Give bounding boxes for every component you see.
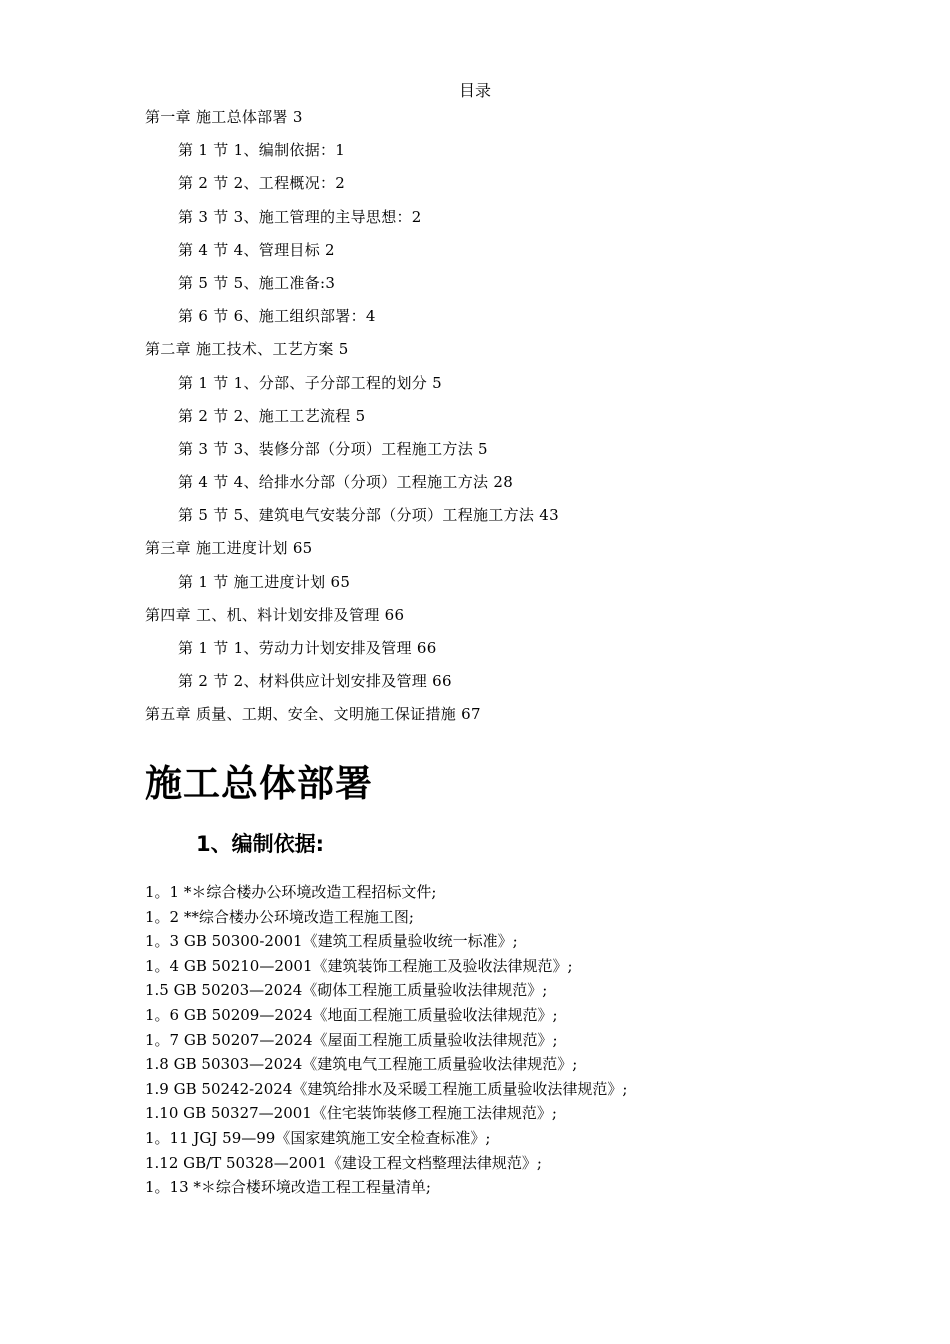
toc-section[interactable]: 第 6 节 6、施工组织部署：4: [178, 307, 376, 326]
toc-section[interactable]: 第 1 节 1、分部、子分部工程的划分 5: [178, 373, 443, 392]
basis-item: 1.8 GB 50303—2024《建筑电气工程施工质量验收法律规范》;: [145, 1055, 578, 1074]
basis-item: 1.12 GB/T 50328—2001《建设工程文档整理法律规范》;: [145, 1153, 542, 1172]
toc-section[interactable]: 第 1 节 1、编制依据：1: [178, 141, 346, 160]
basis-item: 1。4 GB 50210—2001《建筑装饰工程施工及验收法律规范》;: [145, 956, 573, 975]
basis-item: 1。7 GB 50207—2024《屋面工程施工质量验收法律规范》;: [145, 1030, 558, 1049]
basis-item: 1。11 JGJ 59—99《国家建筑施工安全检查标准》;: [145, 1128, 491, 1147]
toc-title: 目录: [458, 81, 491, 100]
toc-section[interactable]: 第 1 节 施工进度计划 65: [178, 572, 351, 591]
basis-item: 1.10 GB 50327—2001《住宅装饰装修工程施工法律规范》;: [145, 1104, 557, 1123]
basis-item: 1。2 **综合楼办公环境改造工程施工图;: [145, 907, 414, 926]
section-heading: 1、编制依据:: [196, 832, 325, 856]
basis-item: 1。6 GB 50209—2024《地面工程施工质量验收法律规范》;: [145, 1005, 558, 1024]
toc-section[interactable]: 第 1 节 1、劳动力计划安排及管理 66: [178, 639, 437, 657]
toc-section[interactable]: 第 2 节 2、材料供应计划安排及管理 66: [178, 672, 452, 691]
toc-chapter[interactable]: 第三章 施工进度计划 65: [145, 539, 313, 558]
table-of-contents: [145, 104, 865, 735]
toc-section[interactable]: 第 2 节 2、施工工艺流程 5: [178, 406, 366, 425]
toc-section[interactable]: 第 5 节 5、施工准备:3: [178, 273, 336, 292]
basis-item: 1.9 GB 50242-2024《建筑给排水及采暖工程施工质量验收法律规范》;: [145, 1079, 628, 1098]
toc-chapter[interactable]: 第二章 施工技术、工艺方案 5: [145, 340, 349, 359]
basis-item: 1。13 *＊综合楼环境改造工程工程量清单;: [145, 1178, 431, 1197]
chapter-heading: 施工总体部署: [145, 762, 373, 805]
basis-list: [145, 880, 905, 1200]
toc-chapter[interactable]: 第四章 工、机、料计划安排及管理 66: [145, 605, 405, 624]
basis-item: 1.5 GB 50203—2024《砌体工程施工质量验收法律规范》;: [145, 981, 548, 1000]
toc-section[interactable]: 第 4 节 4、管理目标 2: [178, 240, 335, 259]
basis-item: 1。1 *＊综合楼办公环境改造工程招标文件;: [145, 883, 437, 901]
toc-section[interactable]: 第 3 节 3、装修分部（分项）工程施工方法 5: [178, 439, 488, 458]
toc-section[interactable]: 第 4 节 4、给排水分部（分项）工程施工方法 28: [178, 473, 514, 492]
toc-section[interactable]: 第 3 节 3、施工管理的主导思想：2: [178, 207, 422, 226]
basis-item: 1。3 GB 50300-2001《建筑工程质量验收统一标准》;: [145, 932, 518, 951]
toc-chapter[interactable]: 第五章 质量、工期、安全、文明施工保证措施 67: [145, 705, 481, 724]
toc-section[interactable]: 第 2 节 2、工程概况：2: [178, 174, 346, 193]
toc-section[interactable]: 第 5 节 5、建筑电气安装分部（分项）工程施工方法 43: [178, 506, 559, 525]
toc-chapter[interactable]: 第一章 施工总体部署 3: [145, 108, 303, 126]
